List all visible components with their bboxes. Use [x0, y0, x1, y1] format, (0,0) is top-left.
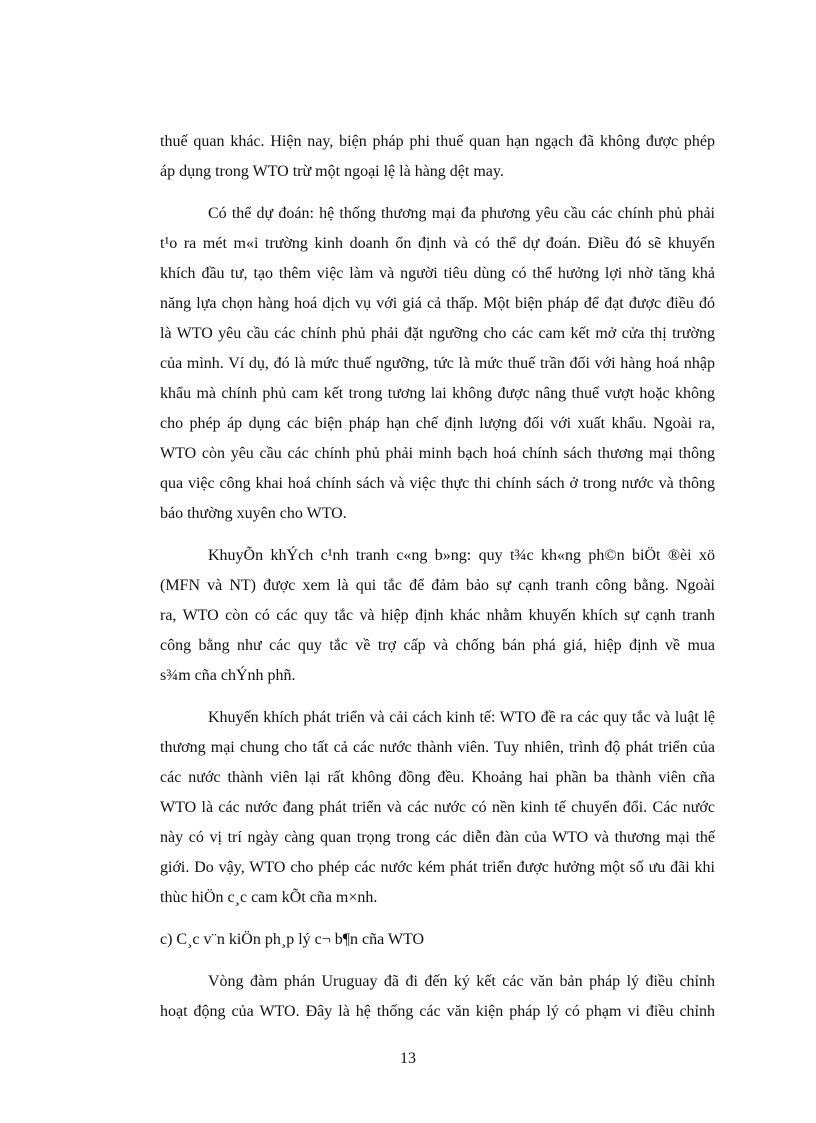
- section-heading: c) C¸c v¨n kiÖn ph¸p lý c¬ b¶n cña WTO: [160, 931, 425, 948]
- text-line: khích đầu tư, tạo thêm việc làm và người tiêu dùng có thể hưởng lợi nhờ tăng khả: [160, 265, 715, 282]
- text-line: WTO còn yêu cầu các chính phủ phải minh bạch hoá chính sách thương mại thông: [160, 445, 715, 462]
- text-line: năng lựa chọn hàng hoá dịch vụ với giá cả thấp. Một biện pháp để đạt được điều đó: [160, 295, 715, 312]
- text-line: áp dụng trong WTO trừ một ngoại lệ là hàng dệt may.: [160, 163, 504, 180]
- text-line: qua việc công khai hoá chính sách và việc thực thi chính sách ở trong nước và thông: [160, 475, 715, 492]
- text-line: các nước thành viên lại rất không đồng đều. Khoảng hai phần ba thành viên cña: [160, 769, 715, 786]
- text-line: cho phép áp dụng các biện pháp hạn chế định lượng đối với xuất khẩu. Ngoài ra,: [160, 415, 715, 432]
- text-line: Khuyến khích phát triển và cải cách kinh tế: WTO đề ra các quy tắc và luật lệ: [208, 709, 715, 726]
- text-line: WTO là các nước đang phát triển và các nước có nền kinh tế chuyển đổi. Các nước: [160, 799, 715, 816]
- text-line: công bằng như các quy tắc về trợ cấp và chống bán phá giá, hiệp định về mua: [160, 637, 715, 654]
- text-line: khẩu mà chính phủ cam kết trong tương lai không được nâng thuế vượt hoặc không: [160, 385, 715, 402]
- text-line: giới. Do vậy, WTO cho phép các nước kém phát triển được hưởng một số ưu đãi khi: [160, 859, 715, 876]
- text-line: KhuyÕn khÝch c¹nh tranh c«ng b»ng: quy t¾c kh«ng ph©n biÖt ®èi xö: [208, 547, 715, 564]
- paragraph-5: [160, 967, 715, 1027]
- paragraph-4: [160, 703, 715, 913]
- text-line: thuế quan khác. Hiện nay, biện pháp phi thuế quan hạn ngạch đã không được phép: [160, 133, 715, 150]
- paragraph-2: [160, 199, 715, 529]
- text-line: (MFN và NT) được xem là qui tắc để đảm bảo sự cạnh tranh công bằng. Ngoài: [160, 577, 715, 594]
- page-number: 13: [400, 1050, 416, 1067]
- text-line: Có thể dự đoán: hệ thống thương mại đa phương yêu cầu các chính phủ phải: [208, 205, 715, 222]
- text-line: báo thường xuyên cho WTO.: [160, 505, 347, 522]
- text-line: hoạt động của WTO. Đây là hệ thống các văn kiện pháp lý có phạm vi điều chỉnh: [160, 1003, 715, 1020]
- text-line: này có vị trí ngày càng quan trọng trong các diễn đàn của WTO và thương mại thế: [160, 829, 715, 846]
- paragraph-3: [160, 541, 715, 691]
- text-line: Vòng đàm phán Uruguay đã đi đến ký kết các văn bản pháp lý điều chỉnh: [208, 973, 715, 990]
- text-line: của mình. Ví dụ, đó là mức thuế ngưỡng, tức là mức thuế trần đối với hàng hoá nhập: [160, 355, 715, 372]
- text-line: t¹o ra mét m«i trường kinh doanh ổn định và có thể dự đoán. Điều đó sẽ khuyến: [160, 235, 715, 252]
- text-line: thùc hiÖn c¸c cam kÕt cña m×nh.: [160, 889, 378, 906]
- paragraph-1: [160, 127, 715, 187]
- text-line: ra, WTO còn có các quy tắc và hiệp định khác nhằm khuyến khích sự cạnh tranh: [160, 607, 715, 624]
- page-body: [160, 127, 715, 1027]
- text-line: s¾m cña chÝnh phñ.: [160, 667, 296, 684]
- text-line: thương mại chung cho tất cả các nước thành viên. Tuy nhiên, trình độ phát triển của: [160, 739, 715, 756]
- text-line: là WTO yêu cầu các chính phủ phải đặt ngưỡng cho các cam kết mở cửa thị trường: [160, 325, 715, 342]
